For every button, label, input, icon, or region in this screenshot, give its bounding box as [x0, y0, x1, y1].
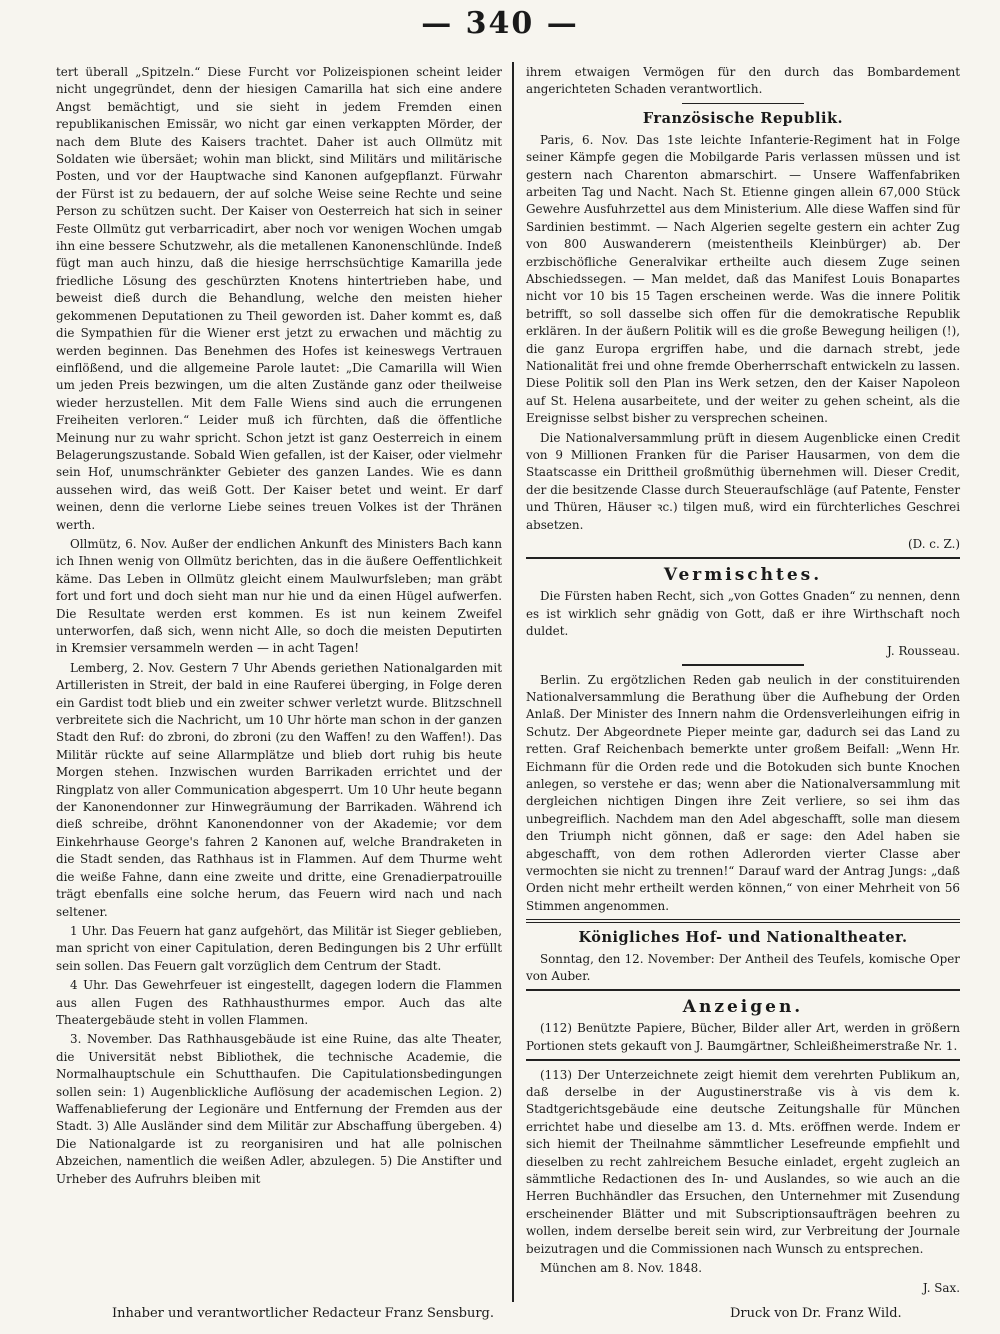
- article-paris: Paris, 6. Nov. Das 1ste leichte Infanterie-Regiment hat in Folge seiner Kämpfe gegen die Mobilgarde Paris verlassen müssen und ist gestern nach Charenton abmarschirt. — Unsere Waffenfabriken arbeiten Tag und Nacht. Nach St. Etienne gingen allein 67,000 Stück Gewehre Ausfuhrzettel aus dem Ministerium. Alle diese Waffen sind für Sardinien bestimmt. — Nach Algerien segelte gestern ein achter Zug von 800 Auswanderern (meistentheils Kleinbürger) ab. Der erzbischöfliche Generalvikar ertheilte auch diesem Zuge seinen Abschiedssegen. — Man meldet, daß das Manifest Louis Bonapartes nicht vor 10 bis 15 Tagen erscheinen werde. Was die innere Politik betrifft, so soll dasselbe sich offen für die demokratische Republik erklären. In der äußern Politik will es die große Bewegung heiligen (!), die ganz Europa ergriffen habe, und die darnach strebt, jede Nationalität frei und ohne fremde Oberherrschaft entwickeln zu lassen. Diese Politik soll den Plan ins Werk setzen, den der Kaiser Napoleon auf St. Helena ausarbeitete, und der weiter zu gehen scheint, als die Ereignisse selbst bisher zu versprechen scheinen.: [526, 132, 960, 426]
- article-berlin: Berlin. Zu ergötzlichen Reden gab neulich in der constituirenden Nationalversammlung die Berathung über die Aufhebung der Orden Anlaß. Der Minister des Innern nahm die Ordensverleihungen eifrig in Schutz. Der Abgeordnete Pieper meinte gar, dadurch sei das Land zu retten. Graf Reichenbach bemerkte unter großem Beifall: „Wenn Hr. Eichmann für die Orden rede und die Botokuden sich bunte Knochen anlegen, so verstehe er das; wenn aber die Nationalversammlung mit dergleichen nichtigen Dingen ihre Zeit verliere, so sei ihm das unbegreiflich. Nachdem man den Adel abgeschafft, solle man diesem den Triumph nicht gönnen, daß er sage: den Adel haben sie abgeschafft, von dem rothen Adlerorden vierter Classe aber vermochten sie nicht zu trennen!“ Darauf ward der Antrag Jungs: „daß Orden nicht mehr ertheilt werden können,“ von einer Mehrheit von 56 Stimmen angenommen.: [526, 672, 960, 913]
- advertisement-signature: J. Sax.: [922, 1280, 960, 1295]
- advertisement-dateline: München am 8. Nov. 1848.: [540, 1261, 703, 1276]
- section-rule: [526, 989, 960, 991]
- footer-printer: Druck von Dr. Franz Wild.: [730, 1306, 902, 1321]
- article-signature: J. Rousseau.: [887, 643, 960, 658]
- section-rule: [682, 103, 804, 105]
- article-paragraph: Die Fürsten haben Recht, sich „von Gottes Gnaden“ zu nennen, denn es ist wirklich sehr gnädig von Gott, daß er ihre Wirthschaft noch duldet.: [526, 589, 960, 639]
- section-rule: [526, 557, 960, 559]
- article-signature: (D. c. Z.): [908, 537, 960, 552]
- article-paragraph: ihrem etwaigen Vermögen für den durch das Bombardement angerichteten Schaden verantwortlich.: [526, 65, 960, 97]
- left-column: [56, 64, 502, 1190]
- right-column: [526, 64, 960, 1297]
- article-paragraph: 3. November. Das Rathhausgebäude ist eine Ruine, das alte Theater, die Universität nebst Bibliothek, die technische Academie, die Normalhauptschule ein Schutthaufen. Die Capitulationsbedingungen sollen sein: 1) Augenblickliche Auflösung der academischen Legion. 2) Waffenablieferung der Legionäre und Entfernung der Fremden aus der Stadt. 3) Alle Ausländer sind dem Militär zur Abschaffung übergeben. 4) Die Nationalgarde ist zu reorganisiren und hat alle polnischen Abzeichen, namentlich die weißen Adler, abzulegen. 5) Die Anstifter und Urheber des Aufruhrs bleiben mit: [56, 1032, 502, 1186]
- section-heading-anzeigen: Anzeigen.: [682, 996, 804, 1017]
- advertisement: (112) Benützte Papiere, Bücher, Bilder aller Art, werden in größern Portionen stets gekauft von J. Baumgärtner, Schleißheimerstraße Nr. 1.: [526, 1021, 960, 1053]
- column-divider: [512, 62, 514, 1302]
- section-rule: [526, 1059, 960, 1061]
- article-paragraph: Die Nationalversammlung prüft in diesem Augenblicke einen Credit von 9 Millionen Franken für die Pariser Hausarmen, von dem die Staatscasse ein Drittheil großmüthig übernehmen will. Dieser Credit, der die besitzende Classe durch Steueraufschläge (auf Patente, Fenster und Thüren, Häuser ꝛc.) tilgen muß, wird ein fürchterliches Geschrei absetzen.: [526, 430, 960, 532]
- footer-editor: Inhaber und verantwortlicher Redacteur Franz Sensburg.: [112, 1306, 495, 1321]
- imprint-footer: [0, 1306, 1000, 1330]
- article-paragraph: 4 Uhr. Das Gewehrfeuer ist eingestellt, dagegen lodern die Flammen aus allen Fugen des Rathhausthurmes empor. Auch das alte Theatergebäude steht in vollen Flammen.: [56, 978, 502, 1027]
- section-rule: [526, 919, 960, 923]
- article-olmuetz: Ollmütz, 6. Nov. Außer der endlichen Ankunft des Ministers Bach kann ich Ihnen wenig von Ollmütz berichten, das in die äußere Oeffentlichkeit käme. Das Leben in Ollmütz gleicht einem Maulwurfsleben; man gräbt fort und fort und doch sieht man nur hie und da einen Hügel aufwerfen. Die Resultate werden erst kommen. Es ist nun keinem Zweifel unterworfen, daß sich, wenn nicht Alle, so doch die meisten Deputirten in Kremsier versammeln werden — in acht Tagen!: [56, 536, 502, 656]
- article-paragraph: 1 Uhr. Das Feuern hat ganz aufgehört, das Militär ist Sieger geblieben, man spricht von einer Capitulation, deren Bedingungen bis 2 Uhr erfüllt sein sollen. Das Feuern galt vorzüglich dem Centrum der Stadt.: [56, 923, 502, 973]
- advertisement: (113) Der Unterzeichnete zeigt hiemit dem verehrten Publikum an, daß derselbe in der Augustinerstraße vis à vis dem k. Stadtgerichtsgebäude eine deutsche Zeitungshalle für München errichtet habe und dieselbe am 13. d. Mts. eröffnen werde. Indem er sich hiemit der Theilnahme sämmtlicher Lesefreunde empfiehlt und dieselben zu recht zahlreichem Besuche einladet, ergeht zugleich an sämmtliche Redactionen des In- und Auslandes, so wie auch an die Herren Buchhändler das Ersuchen, den Unternehmer mit Zusendung erscheinender Blätter und mit Subscriptionsaufträgen beehren zu wollen, indem derselbe bereit sein wird, zur Verbreitung der Journale beizutragen und die Commissionen nach Wunsch zu entsprechen.: [526, 1067, 960, 1256]
- section-heading-theater: Königliches Hof- und Nationaltheater.: [578, 929, 908, 947]
- section-heading-vermischtes: Vermischtes.: [663, 564, 823, 585]
- section-heading-frankreich: Französische Republik.: [642, 110, 844, 128]
- article-paragraph: tert überall „Spitzeln.“ Diese Furcht vor Polizeispionen scheint leider nicht ungegründet, denn der hiesigen Camarilla hat sich eine andere Angst bemächtigt, und sie sieht in jedem Fremden einen republikanischen Emissär, wo nicht gar einen verkappten Mörder, der nach dem Blute des Kaisers trachtet. Daher ist auch Ollmütz mit Soldaten wie übersäet; wohin man blickt, sind Militärs und militärische Posten, und vor der Hauptwache sind Kanonen aufgepflanzt. Fürwahr der Fürst ist zu bedauern, der auf solche Weise seine Rechte und seine Person zu schützen sucht. Der Kaiser von Oesterreich hat sich in seiner Feste Ollmütz gut verbarricadirt, aber noch vor wenigen Wochen umgab ihn eine bessere Schutzwehr, als die metallenen Kanonenschlünde. Indeß fügt man auch hinzu, daß die hiesige herrschsüchtige Kamarilla jede friedliche Lösung des geschürzten Knotens hintertrieben habe, und beweist dieß durch die Behandlung, welche den meisten hieher gekommenen Deputationen zu Theil geworden ist. Daher kommt es, daß die Sympathien für die Wiener erst jetzt zu erwachen und mächtig zu werden beginnen. Das Benehmen des Hofes ist keineswegs Vertrauen einflößend, und die allgemeine Parole lautet: „Die Camarilla will Wien um jeden Preis bezwingen, um die alten Zustände ganz oder theilweise wieder herzustellen. Mit dem Falle Wiens sind auch die errungenen Freiheiten verloren.“ Leider muß ich fürchten, daß die öffentliche Meinung nur zu wahr spricht. Schon jetzt ist ganz Oesterreich in einem Belagerungszustande. Sobald Wien gefallen, ist der Kaiser, oder vielmehr sein Hof, unumschränkter Gebieter des ganzen Landes. Wie es dann aussehen wird, das weiß Gott. Der Kaiser betet und weint. Er darf weinen, denn die verlorne Liebe seines treuen Volkes ist der Thränen werth.: [56, 65, 502, 532]
- page-number: — 340 —: [421, 6, 579, 41]
- theater-notice: Sonntag, den 12. November: Der Antheil des Teufels, komische Oper von Auber.: [526, 951, 960, 983]
- section-rule: [682, 664, 804, 666]
- article-lemberg: Lemberg, 2. Nov. Gestern 7 Uhr Abends geriethen Nationalgarden mit Artilleristen in Streit, der bald in eine Rauferei überging, in Folge deren ein Gardist todt blieb und ein zweiter schwer verletzt wurde. Blitzschnell verbreitete sich die Nachricht, um 10 Uhr hörte man schon in der ganzen Stadt den Ruf: do zbroni, do zbroni (zu den Waffen! zu den Waffen!). Das Militär rückte auf seine Allarmplätze und blieb dort ruhig bis heute Morgen stehen. Inzwischen wurden Barrikaden errichtet und der Ringplatz von aller Communication abgesperrt. Um 10 Uhr heute begann der Kanonendonner zur Hinwegräumung der Barrikaden. Während ich dieß schreibe, dröhnt Kanonendonner von der Akademie; vor dem Einkehrhause George's fahren 2 Kanonen auf, welche Brandraketen in die Stadt senden, das Rathhaus ist in Flammen. Auf dem Thurme weht die weiße Fahne, dann eine zweite und dritte, eine Grenadierpatrouille trägt ebenfalls eine solche herum, das Feuern wird nach und nach seltener.: [56, 660, 502, 919]
